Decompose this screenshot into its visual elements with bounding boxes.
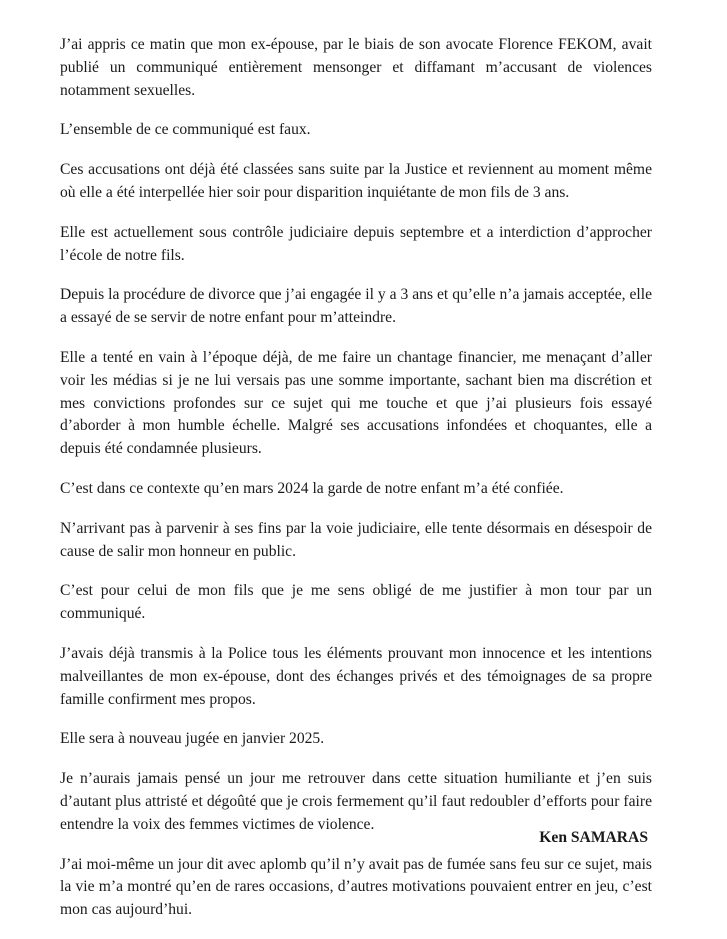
paragraph-12: Je n’aurais jamais pensé un jour me retrouver dans cette situation humiliante et j’en suis d’autant plus attristé et dégoûté que je crois fermement qu’il faut redoubler d’efforts pour faire entendre la voix des femmes victimes de violence. [60, 770, 652, 833]
statement-body [60, 34, 652, 939]
paragraph-9: C’est pour celui de mon fils que je me sens obligé de me justifier à mon tour par un communiqué. [60, 582, 652, 623]
paragraph-8: N’arrivant pas à parvenir à ses fins par la voie judiciaire, elle tente désormais en désespoir de cause de salir mon honneur en public. [60, 519, 652, 560]
paragraph-7: C’est dans ce contexte qu’en mars 2024 la garde de notre enfant m’a été confiée. [60, 479, 564, 497]
paragraph-3: Ces accusations ont déjà été classées sans suite par la Justice et reviennent au moment même où elle a été interpellée hier soir pour disparition inquiétante de mon fils de 3 ans. [60, 161, 652, 201]
paragraph-6: Elle a tenté en vain à l’époque déjà, de me faire un chantage financier, me menaçant d’aller voir les médias si je ne lui versais pas une somme importante, sachant bien ma discrétion et mes convictions profondes sur ce sujet qui me touche et que j’ai plusieurs fois essayé d’aborder à mon humble échelle. Malgré ses accusations infondées et choquantes, elle a depuis été condamnée plusieurs. [60, 348, 652, 458]
paragraph-2: L’ensemble de ce communiqué est faux. [60, 121, 311, 139]
paragraph-13: J’ai moi-même un jour dit avec aplomb qu’il n’y avait pas de fumée sans feu sur ce sujet, mais la vie m’a montré qu’en de rares occasions, d’autres motivations pouvaient entrer en jeu, c’est mon cas aujourd’hui. [60, 855, 652, 919]
paragraph-1: J’ai appris ce matin que mon ex-épouse, par le biais de son avocate Florence FEKOM, avait publié un communiqué entièrement mensonger et diffamant m’accusant de violences notamment sexuelles. [60, 36, 652, 99]
paragraph-5: Depuis la procédure de divorce que j’ai engagée il y a 3 ans et qu’elle n’a jamais acceptée, elle a essayé de se servir de notre enfant pour m’atteindre. [60, 286, 652, 327]
signature: Ken SAMARAS [539, 829, 648, 846]
paragraph-11: Elle sera à nouveau jugée en janvier 2025. [60, 730, 325, 748]
paragraph-4: Elle est actuellement sous contrôle judiciaire depuis septembre et a interdiction d’approcher l’école de notre fils. [60, 223, 652, 264]
paragraph-10: J’avais déjà transmis à la Police tous les éléments prouvant mon innocence et les intentions malveillantes de mon ex-épouse, dont des échanges privés et des témoignages de sa propre famille confirment mes propos. [60, 644, 652, 708]
